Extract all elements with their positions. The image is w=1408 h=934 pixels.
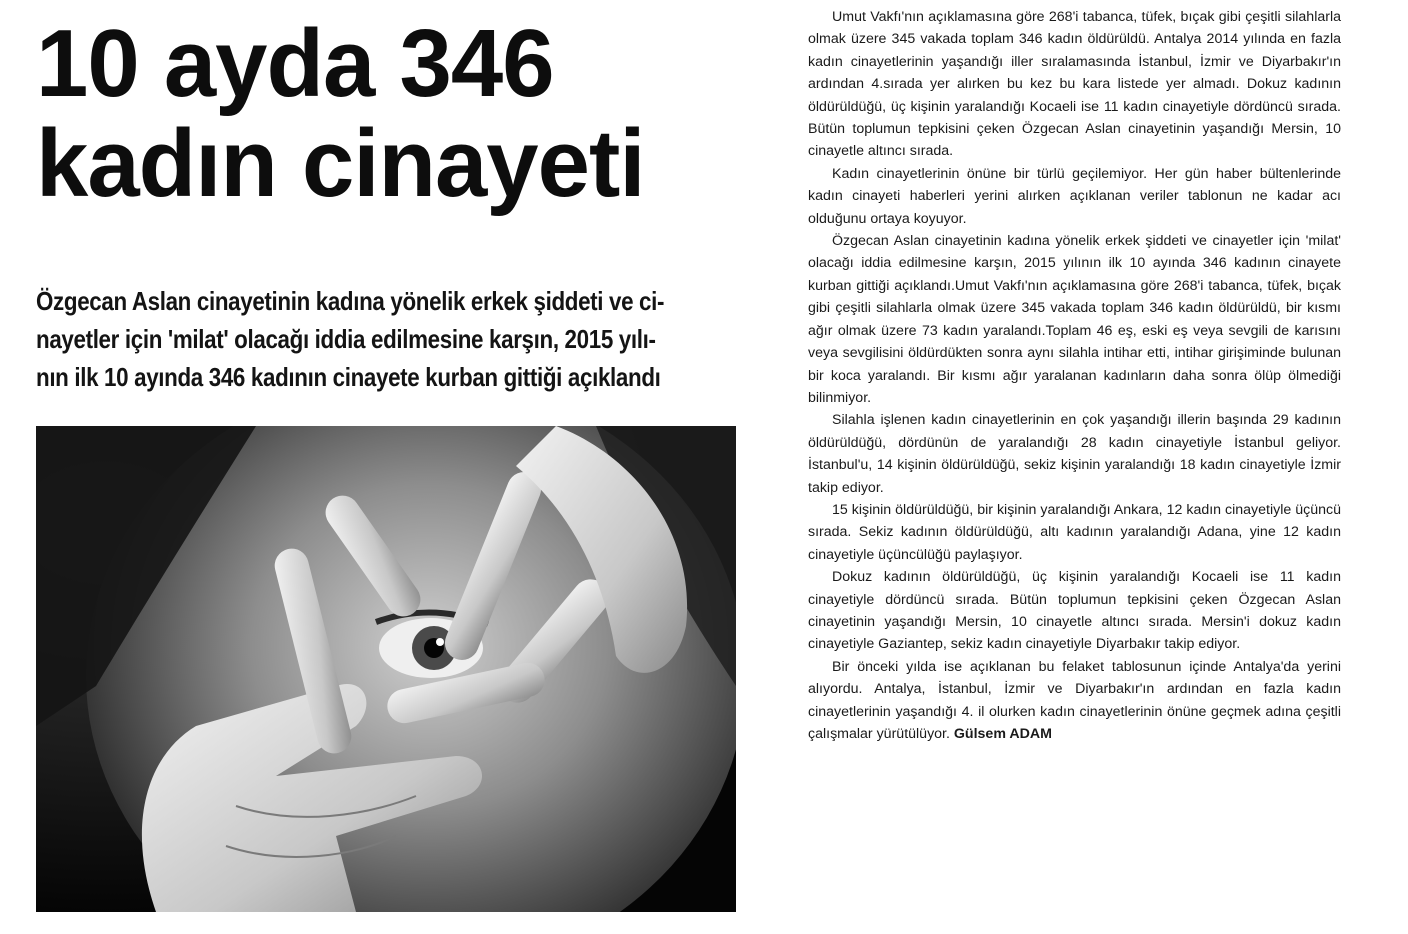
article-paragraph: Dokuz kadının öldürüldüğü, üç kişinin yaralandığı Kocaeli ise 11 kadın cinayetiyle dördüncü sırada. Bütün toplumun tepkisini çeken Özgecan Aslan cinayetinin yaşandığı Mersin, 10 cinayetle altıncı sırada. Mersin'i dokuz kadın cinayetiyle Gaziantep, sekiz kadın cinayetiyle Diyarbakır takip ediyor.: [808, 569, 1341, 653]
article-paragraph: 15 kişinin öldürüldüğü, bir kişinin yaralandığı Ankara, 12 kadın cinayetiyle üçüncü sırada. Sekiz kadının öldürüldüğü, altı kadının yaralandığı Adana, yine 12 kadın cinayetiyle üçüncülüğü paylaşıyor.: [808, 501, 1341, 563]
headline-line-2: kadın cinayeti: [36, 110, 645, 217]
article-body: [808, 6, 1341, 745]
article-paragraph: Umut Vakfı'nın açıklamasına göre 268'i tabanca, tüfek, bıçak gibi çeşitli silahlarla olmak üzere 345 vakada toplam 346 kadın öldürüldü. Antalya 2014 yılında en fazla kadın cinayetlerinin yaşandığı iller sıralamasında İstanbul, İzmir ve Diyarbakır'ın ardından 4.sırada yer alırken bu kez bu kara listede yer almadı. Dokuz kadının öldürüldüğü, üç kişinin yaralandığı Kocaeli ise 11 kadın cinayetiyle dördüncü sırada. Bütün toplumun tepkisini çeken Özgecan Aslan cinayetinin yaşandığı Mersin, 10 cinayetle altıncı sırada.: [808, 9, 1341, 160]
subheadline: [36, 282, 736, 396]
subheadline-line: Özgecan Aslan cinayetinin kadına yönelik erkek şiddeti ve ci-: [36, 286, 665, 316]
article-last-paragraph: [808, 656, 1341, 746]
subheadline-line: nayetler için 'milat' olacağı iddia edilmesine karşın, 2015 yılı-: [36, 324, 656, 354]
byline: Gülsem ADAM: [953, 726, 1052, 742]
subheadline-line: nın ilk 10 ayında 346 kadının cinayete kurban gittiği açıklandı: [36, 362, 661, 392]
hands-over-face-photo: [36, 426, 736, 912]
article-paragraph: Bir önceki yılda ise açıklanan bu felaket tablosunun içinde Antalya'da yerini alıyordu. Antalya, İstanbul, İzmir ve Diyarbakır'ın ardından en fazla kadın cinayetlerinin yaşandığı 4. il olurken kadın cinayetlerinin önüne geçmek adına çeşitli çalışmalar yürütülüyor.: [808, 658, 1341, 742]
article-paragraph: Kadın cinayetlerinin önüne bir türlü geçilemiyor. Her gün haber bültenlerinde kadın cinayeti haberleri yerini alırken açıklanan veriler tablonun ne kadar acı olduğunu ortaya koyuyor.: [808, 165, 1341, 227]
article-paragraph: Silahla işlenen kadın cinayetlerinin en çok yaşandığı illerin başında 29 kadının öldürüldüğü, dördünün de yaralandığı 28 kadın cinayetiyle İstanbul geliyor. İstanbul'u, 14 kişinin öldürüldüğü, sekiz kişinin yaralandığı 18 kadın cinayetiyle İzmir takip ediyor.: [808, 412, 1341, 496]
article-paragraph: Özgecan Aslan cinayetinin kadına yönelik erkek şiddeti ve cinayetler için 'milat' olacağı iddia edilmesine karşın, 2015 yılının ilk 10 ayında 346 kadının cinayete kurban gittiği açıklandı.Umut Vakfı'nın açıklamasına göre 268'i tabanca, tüfek, bıçak gibi çeşitli silahlarla olmak üzere 345 vakada toplam 346 kadın öldürüldü, bir kısmı ağır olmak üzere 73 kadın yaralandı.Toplam 46 eş, eski eş veya sevgili de karısını veya sevgilisini öldürdükten sonra aynı silahla intihar etti, intihar girişiminde bulunan bir koca yaralandı. Bir kısmı ağır yaralanan kadınların daha sonra ölüp ölmediği bilinmiyor.: [808, 233, 1341, 406]
article-photo: [36, 426, 736, 912]
headline-line-1: 10 ayda 346: [36, 10, 554, 117]
headline: [36, 10, 722, 217]
headline-block: [36, 10, 736, 217]
